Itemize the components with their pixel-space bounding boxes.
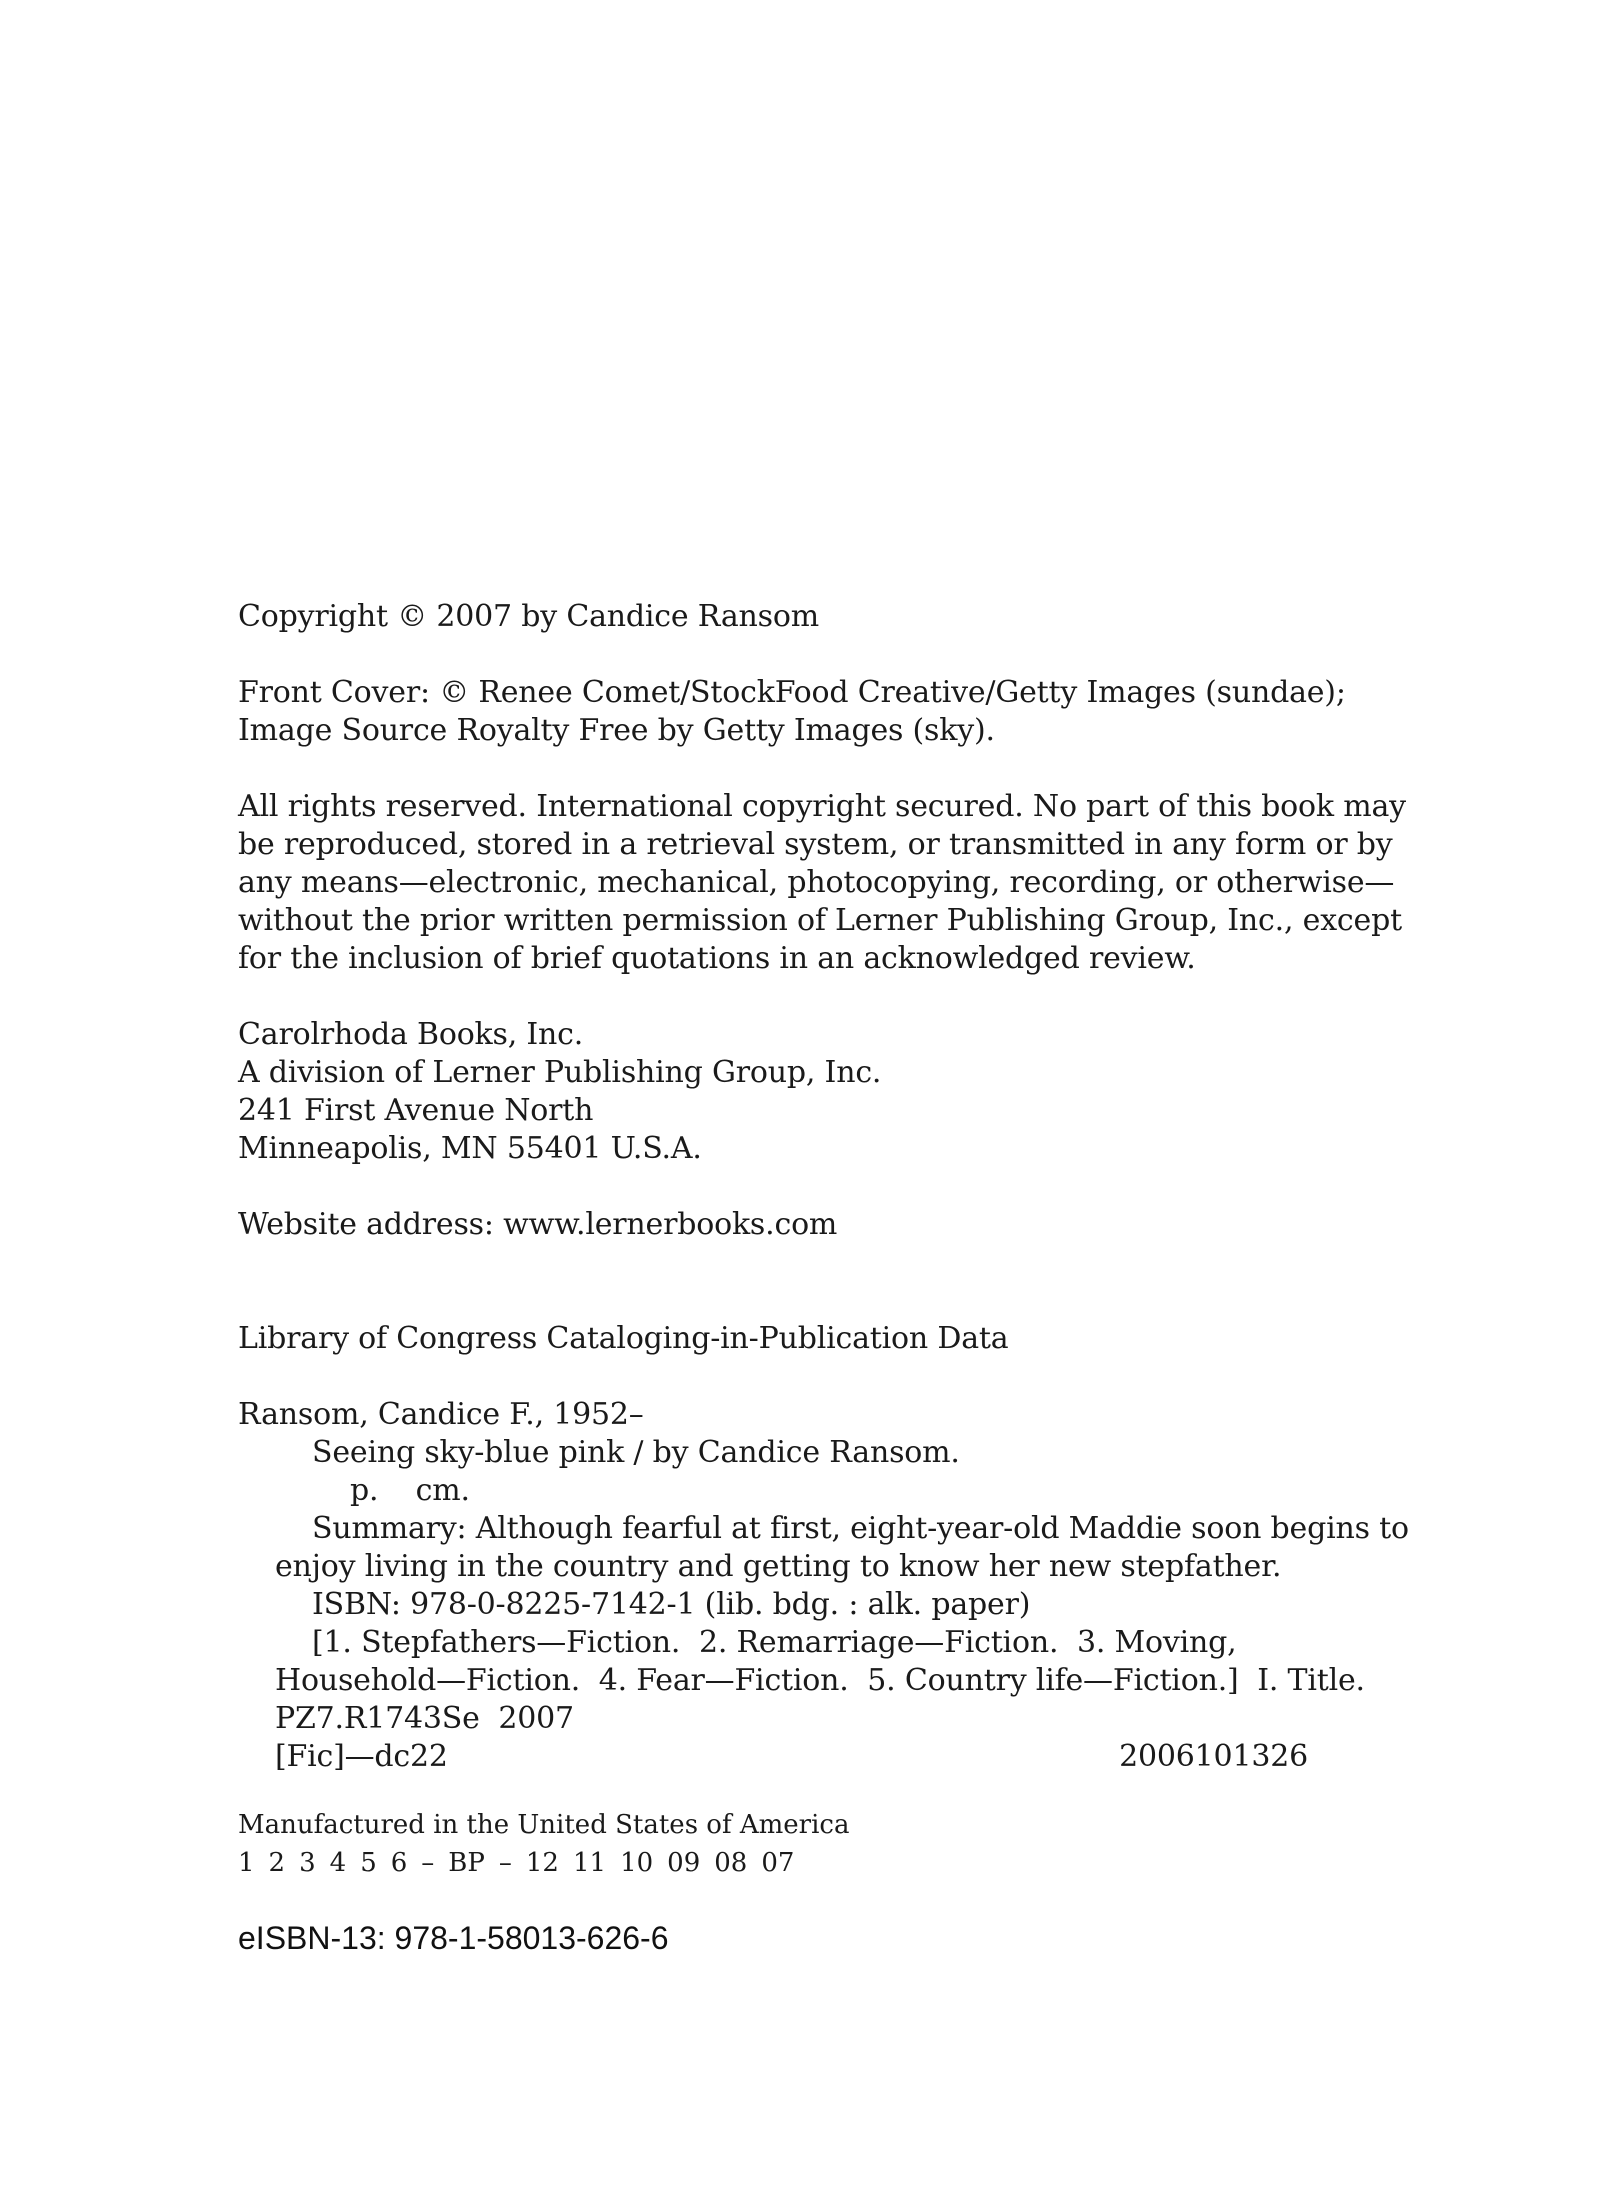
cip-summary-1: Summary: Although fearful at first, eight-year-old Maddie soon begins to [312, 1511, 1409, 1546]
printline-item: 07 [761, 1848, 795, 1878]
cip-dewey: [Fic]—dc22 [275, 1739, 448, 1774]
printing-line [238, 1844, 1308, 1882]
rights-line-1: All rights reserved. International copyright secured. No part of this book may [238, 789, 1406, 824]
rights-line-4: without the prior written permission of Lerner Publishing Group, Inc., except [238, 903, 1402, 938]
printline-item: 10 [620, 1848, 654, 1878]
printline-item: 1 [238, 1848, 255, 1878]
cip-subjects-1: [1. Stepfathers—Fiction. 2. Remarriage—Fiction. 3. Moving, [312, 1625, 1237, 1660]
cip-lccn: 2006101326 [1119, 1739, 1308, 1774]
printline-item: 08 [714, 1848, 748, 1878]
printline-item: 5 [360, 1848, 377, 1878]
cip-pages: p. cm. [350, 1473, 470, 1508]
publisher-name: Carolrhoda Books, Inc. [238, 1017, 584, 1052]
copyright-line: Copyright © 2007 by Candice Ransom [238, 599, 819, 634]
printline-item: 12 [525, 1848, 559, 1878]
printline-item: BP [448, 1848, 485, 1878]
cip-summary-2: enjoy living in the country and getting to know her new stepfather. [275, 1549, 1282, 1584]
front-cover-credit-1: Front Cover: © Renee Comet/StockFood Creative/Getty Images (sundae); [238, 675, 1346, 710]
printline-item: 4 [329, 1848, 347, 1878]
cip-isbn: ISBN: 978-0-8225-7142-1 (lib. bdg. : alk. paper) [312, 1587, 1031, 1622]
website-address: Website address: www.lernerbooks.com [238, 1207, 838, 1242]
printline-item: 3 [299, 1848, 316, 1878]
publisher-street: 241 First Avenue North [238, 1093, 594, 1128]
printline-item: 09 [667, 1848, 701, 1878]
copyright-block [238, 598, 1409, 1958]
cip-author: Ransom, Candice F., 1952– [238, 1397, 644, 1432]
eisbn-line: eISBN-13: 978-1-58013-626-6 [238, 1920, 669, 1956]
rights-line-5: for the inclusion of brief quotations in an acknowledged review. [238, 941, 1196, 976]
printline-item: 11 [572, 1848, 607, 1878]
cip-title: Seeing sky-blue pink / by Candice Ransom. [312, 1435, 960, 1470]
rights-line-3: any means—electronic, mechanical, photocopying, recording, or otherwise— [238, 865, 1395, 900]
publisher-division: A division of Lerner Publishing Group, Inc. [238, 1055, 882, 1090]
manufactured-line: Manufactured in the United States of America [238, 1810, 850, 1840]
cip-subjects-2: Household—Fiction. 4. Fear—Fiction. 5. Country life—Fiction.] I. Title. [275, 1663, 1365, 1698]
cip-classification-row [238, 1738, 1308, 1776]
cip-call-number: PZ7.R1743Se 2007 [275, 1701, 574, 1736]
publisher-city: Minneapolis, MN 55401 U.S.A. [238, 1131, 702, 1166]
rights-line-2: be reproduced, stored in a retrieval system, or transmitted in any form or by [238, 827, 1393, 862]
cip-heading: Library of Congress Cataloging-in-Publication Data [238, 1321, 1009, 1356]
front-cover-credit-2: Image Source Royalty Free by Getty Images (sky). [238, 713, 995, 748]
printline-item: – [421, 1848, 435, 1878]
printline-item: 2 [268, 1848, 286, 1878]
printline-item: 6 [390, 1848, 408, 1878]
printline-item: – [498, 1848, 512, 1878]
